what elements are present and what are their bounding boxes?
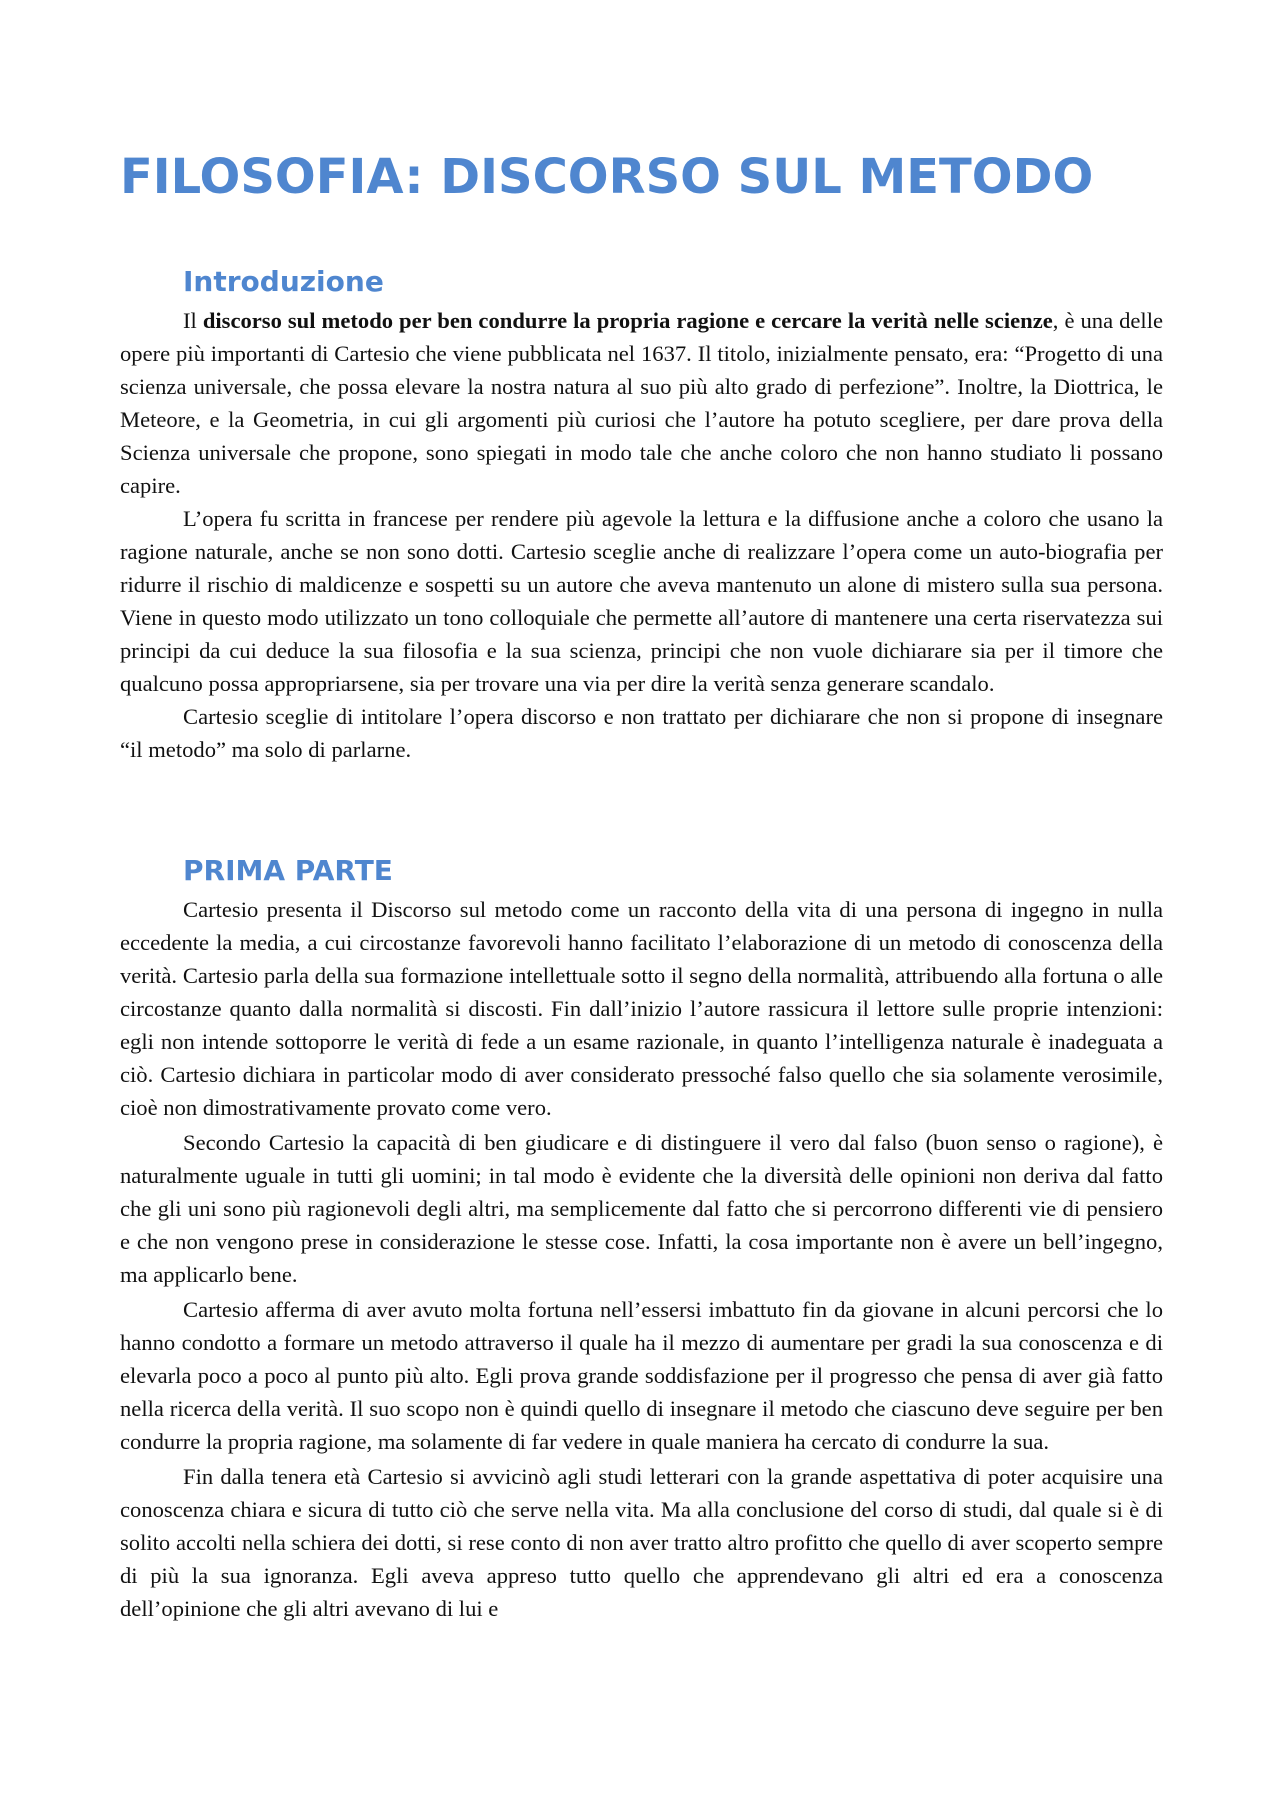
section-heading-introduzione: Introduzione <box>183 265 384 298</box>
paragraph-lead: Il <box>183 308 203 333</box>
paragraph: Cartesio afferma di aver avuto molta fortuna nell’essersi imbattuto fin da giovane in alcuni percorsi che lo hanno condotto a formare un metodo attraverso il quale ha il mezzo di aumentare per gradi la sua conoscenza e di elevarla poco a poco al punto più alto. Egli prova grande soddisfazione per il progresso che pensa di aver già fatto nella ricerca della verità. Il suo scopo non è quindi quello di insegnare il metodo che ciascuno deve seguire per ben condurre la propria ragione, ma solamente di far vedere in quale maniera ha cercato di condurre la sua. <box>120 1297 1163 1454</box>
section-heading-prima-parte: PRIMA PARTE <box>183 854 393 887</box>
paragraph: Secondo Cartesio la capacità di ben giudicare e di distinguere il vero dal falso (buon senso o ragione), è naturalmente uguale in tutti gli uomini; in tal modo è evidente che la diversità delle opinioni non deriva dal fatto che gli uni sono più ragionevoli degli altri, ma semplicemente dal fatto che si percorrono differenti vie di pensiero e che non vengono prese in considerazione le stesse cose. Infatti, la cosa importante non è avere un bell’ingegno, ma applicarlo bene. <box>120 1130 1163 1287</box>
bold-work-title: discorso sul metodo per ben condurre la propria ragione e cercare la verità nelle scienze <box>202 308 1053 333</box>
document-title: FILOSOFIA: DISCORSO SUL METODO <box>120 149 1094 205</box>
paragraph: Fin dalla tenera età Cartesio si avvicinò agli studi letterari con la grande aspettativa di poter acquisire una conoscenza chiara e sicura di tutto ciò che serve nella vita. Ma alla conclusione del corso di studi, dal quale si è di solito accolti nella schiera dei dotti, si rese conto di non aver tratto altro profitto che quello di aver scoperto sempre di più la sua ignoranza. Egli aveva appreso tutto quello che apprendevano gli altri ed era a conoscenza dell’opinione che gli altri avevano di lui e <box>120 1464 1163 1621</box>
section-prima-parte <box>120 851 1163 1627</box>
paragraph <box>120 304 1163 502</box>
section-introduzione <box>120 262 1163 766</box>
paragraph: Cartesio sceglie di intitolare l’opera discorso e non trattato per dichiarare che non si propone di insegnare “il metodo” ma solo di parlarne. <box>120 704 1163 762</box>
paragraph: L’opera fu scritta in francese per rendere più agevole la lettura e la diffusione anche a coloro che usano la ragione naturale, anche se non sono dotti. Cartesio sceglie anche di realizzare l’opera come un auto-biografia per ridurre il rischio di maldicenze e sospetti su un autore che aveva mantenuto un alone di mistero sulla sua persona. Viene in questo modo utilizzato un tono colloquiale che permette all’autore di mantenere una certa riservatezza sui principi da cui deduce la sua filosofia e la sua scienza, principi che non vuole dichiarare sia per il timore che qualcuno possa appropriarsene, sia per trovare una via per dire la verità senza generare scandalo. <box>120 506 1163 696</box>
paragraph: Cartesio presenta il Discorso sul metodo come un racconto della vita di una persona di ingegno in nulla eccedente la media, a cui circostanze favorevoli hanno facilitato l’elaborazione di un metodo di conoscenza della verità. Cartesio parla della sua formazione intellettuale sotto il segno della normalità, attribuendo alla fortuna o alle circostanze quanto dalla normalità si discosti. Fin dall’inizio l’autore rassicura il lettore sulle proprie intenzioni: egli non intende sottoporre le verità di fede a un esame razionale, in quanto l’intelligenza naturale è inadeguata a ciò. Cartesio dichiara in particolar modo di aver considerato pressoché falso quello che sia solamente verosimile, cioè non dimostrativamente provato come vero. <box>120 897 1163 1120</box>
paragraph-text: , è una delle opere più importanti di Cartesio che viene pubblicata nel 1637. Il titolo, inizialmente pensato, era: “Progetto di una scienza universale, che possa elevare la nostra natura al suo più alto grado di perfezione”. Inoltre, la Diottrica, le Meteore, e la Geometria, in cui gli argomenti più curiosi che l’autore ha potuto scegliere, per dare prova della Scienza universale che propone, sono spiegati in modo tale che anche coloro che non hanno studiato li possano capire. <box>120 308 1164 498</box>
